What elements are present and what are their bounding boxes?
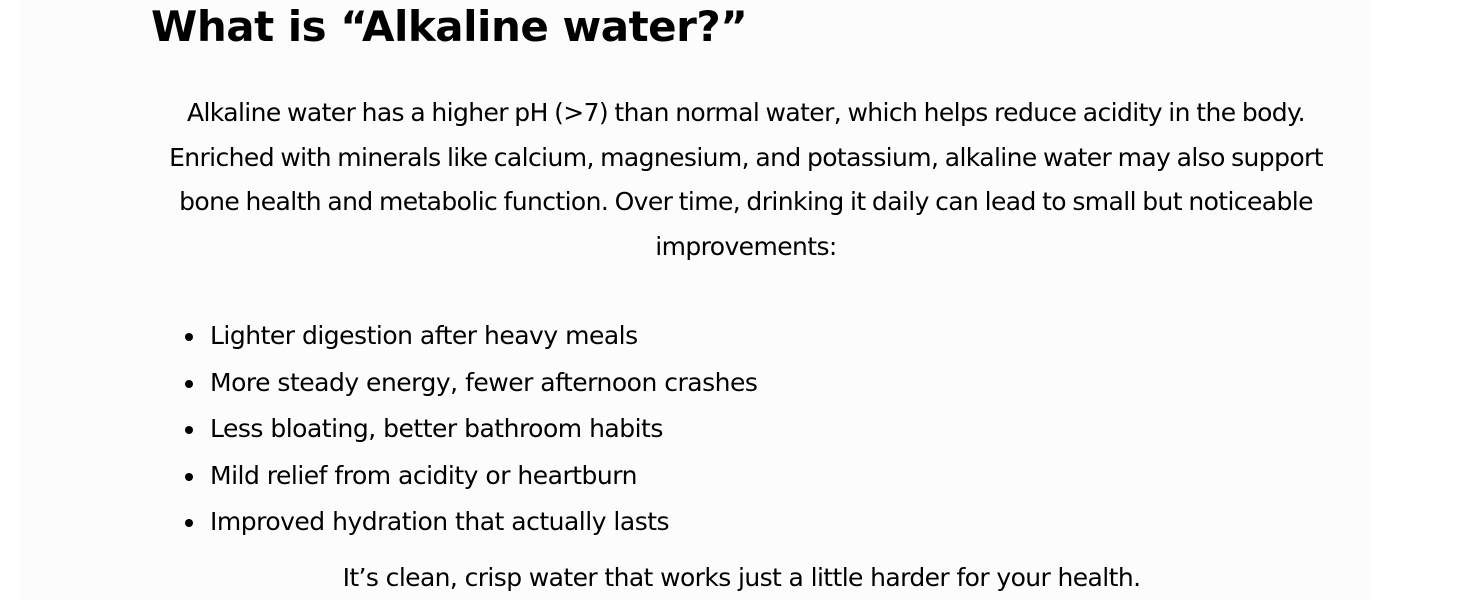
closing-sentence: It’s clean, crisp water that works just a little harder for your health. [342,563,1141,592]
bullet-icon [185,426,193,434]
benefit-text: Less bloating, better bathroom habits [210,414,663,443]
intro-paragraph: Alkaline water has a higher pH (>7) than normal water, which helps reduce acidity in the body. Enriched with minerals like calcium, magnesium, and potassium, alkaline water may also support bone health and metabolic function. Over time, drinking it daily can lead to small but noticeable improvements: [169,98,1323,261]
benefit-text: Lighter digestion after heavy meals [210,321,638,350]
bullet-icon [185,519,193,527]
benefit-item [182,360,757,407]
benefit-item [182,499,757,546]
benefit-item [182,313,757,360]
bullet-icon [185,473,193,481]
benefit-item [182,453,757,500]
benefits-list [182,313,757,546]
bullet-icon [185,333,193,341]
benefit-text: More steady energy, fewer afternoon crashes [210,367,758,397]
benefit-text: Improved hydration that actually lasts [210,507,670,536]
page-heading: What is “Alkaline water?” [151,2,748,51]
bullet-icon [185,380,193,388]
benefit-text: Mild relief from acidity or heartburn [210,460,637,490]
benefit-item [182,406,757,453]
